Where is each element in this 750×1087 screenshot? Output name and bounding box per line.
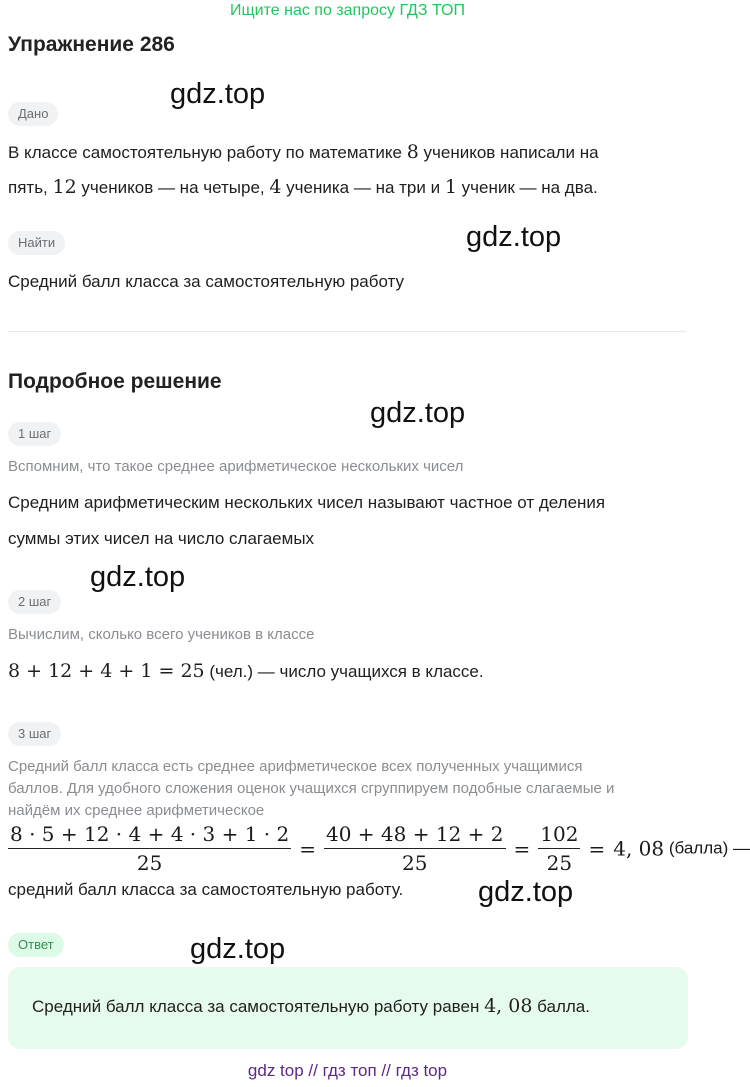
answer-label: Ответ (8, 933, 64, 957)
find-label: Найти (8, 231, 65, 255)
solution-title: Подробное решение (8, 370, 222, 393)
step-3-hint: Средний балл класса есть среднее арифметическое всех полученных учащимися баллов. Для удобного сложения оценок учащихся сгруппируем подобные слагаемые и найдём их среднее арифметическое (8, 758, 615, 819)
watermark: gdz.top (466, 221, 562, 253)
answer-box (8, 967, 688, 1049)
given-text: В классе самостоятельную работу по математике 8 учеников написали на пять, 12 учеников — на четыре, 4 ученика — на три и 1 ученик — на два. (8, 141, 599, 198)
answer-text: Средний балл класса за самостоятельную работу равен 4, 08 балла. (32, 995, 590, 1017)
step-1-text: Средним арифметическим нескольких чисел называют частное от деления суммы этих чисел на число слагаемых (8, 493, 606, 548)
step-1-label: 1 шаг (8, 422, 61, 446)
step-2-hint: Вычислим, сколько всего учеников в классе (8, 626, 315, 643)
watermark: gdz.top (170, 78, 266, 110)
step-3-conclusion: средний балл класса за самостоятельную работу. (8, 880, 404, 899)
footer-links[interactable]: gdz top // гдз топ // гдз top (247, 1061, 448, 1080)
step-2-text: 8 + 12 + 4 + 1 = 25 (чел.) — число учащихся в классе. (8, 660, 484, 682)
watermark: gdz.top (190, 933, 286, 965)
step-1-hint: Вспомним, что такое среднее арифметическое нескольких чисел (8, 458, 464, 475)
step-2-label: 2 шаг (8, 590, 61, 614)
step-3-formula: $\frac{8 \cdot 5 + 12 \cdot 4 + 4 \cdot 3 + 1 \cdot 2}{25}$ = $\frac{40 + 48 + 12 + 2}{25}$ = $\frac{102}{25}$ = 4, 08 (балла) — (10, 822, 750, 875)
step-3-label: 3 шаг (8, 722, 61, 746)
given-label: Дано (8, 102, 58, 126)
section-divider (8, 331, 686, 332)
find-text: Средний балл класса за самостоятельную работу (8, 272, 405, 291)
promo-banner[interactable]: Ищите нас по запросу ГДЗ ТОП (230, 2, 465, 19)
watermark: gdz.top (370, 397, 466, 429)
page-title: Упражнение 286 (8, 33, 175, 56)
watermark: gdz.top (478, 876, 574, 908)
watermark: gdz.top (90, 561, 186, 593)
